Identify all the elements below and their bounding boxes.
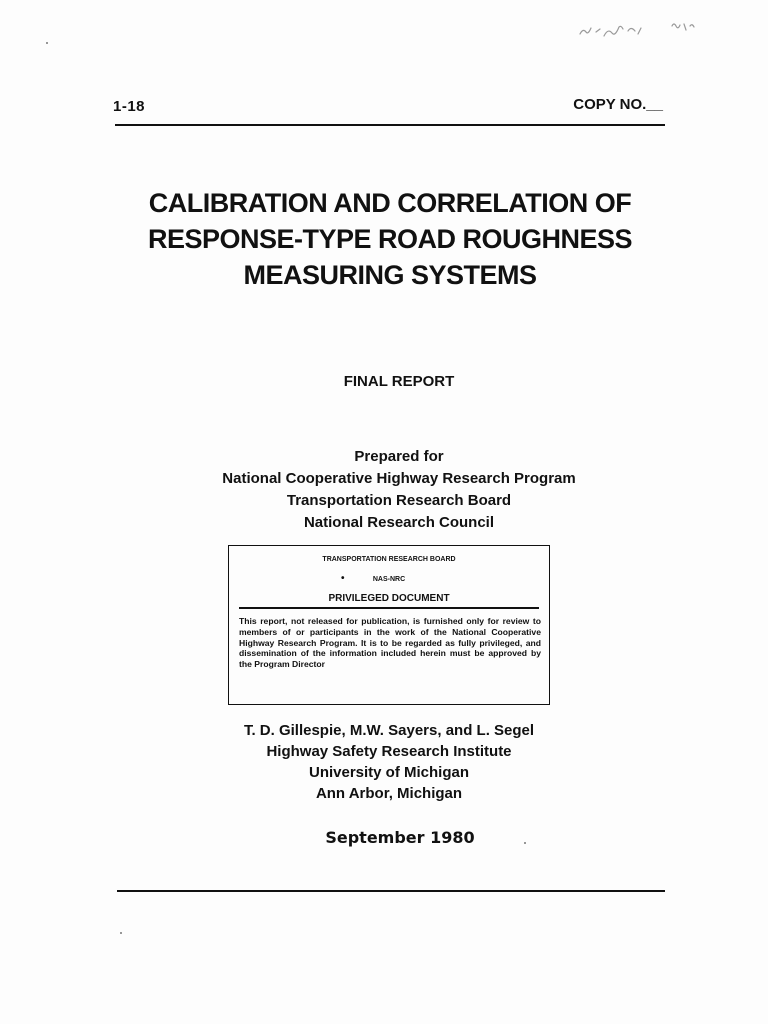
title-line: RESPONSE-TYPE ROAD ROUGHNESS xyxy=(147,224,633,254)
top-divider xyxy=(115,124,665,126)
title-line: CALIBRATION AND CORRELATION OF xyxy=(148,188,632,218)
stamp-notice-text: This report, not released for publication, is furnished only for review to members of or participants in the work of the National Cooperative Highway Research Program. It is to be regarded as fully privileged, and dissemination of the information included herein must be approved by the Program Director xyxy=(239,616,541,670)
stamp-bullet: • xyxy=(341,573,345,584)
affiliation-line: University of Michigan xyxy=(308,764,470,781)
publication-date: September 1980 xyxy=(325,828,475,847)
scan-speck xyxy=(46,42,48,44)
stamp-heading: PRIVILEGED DOCUMENT xyxy=(328,593,450,604)
scan-speck xyxy=(524,842,526,844)
author-names: T. D. Gillespie, M.W. Sayers, and L. Segel xyxy=(243,722,535,739)
scan-speck xyxy=(120,932,122,934)
stamp-agency: NAS-NRC xyxy=(372,576,406,583)
document-title xyxy=(80,185,700,293)
sponsor-line: National Cooperative Highway Research Program xyxy=(222,470,576,487)
prepared-for-block xyxy=(0,446,768,534)
sponsor-line: National Research Council xyxy=(303,514,495,531)
report-type: FINAL REPORT xyxy=(343,373,455,390)
authors-block xyxy=(0,720,768,804)
affiliation-line: Highway Safety Research Institute xyxy=(266,743,512,760)
handwritten-annotation xyxy=(572,14,722,44)
report-number: 1-18 xyxy=(113,98,146,115)
stamp-organization: TRANSPORTATION RESEARCH BOARD xyxy=(322,556,456,563)
title-line: MEASURING SYSTEMS xyxy=(243,260,537,290)
prepared-for-heading: Prepared for xyxy=(354,448,444,465)
stamp-divider xyxy=(239,607,539,609)
privileged-document-stamp xyxy=(228,545,550,705)
sponsor-line: Transportation Research Board xyxy=(286,492,512,509)
affiliation-line: Ann Arbor, Michigan xyxy=(315,785,463,802)
copy-number: COPY NO.__ xyxy=(573,96,663,113)
bottom-divider xyxy=(117,890,665,892)
